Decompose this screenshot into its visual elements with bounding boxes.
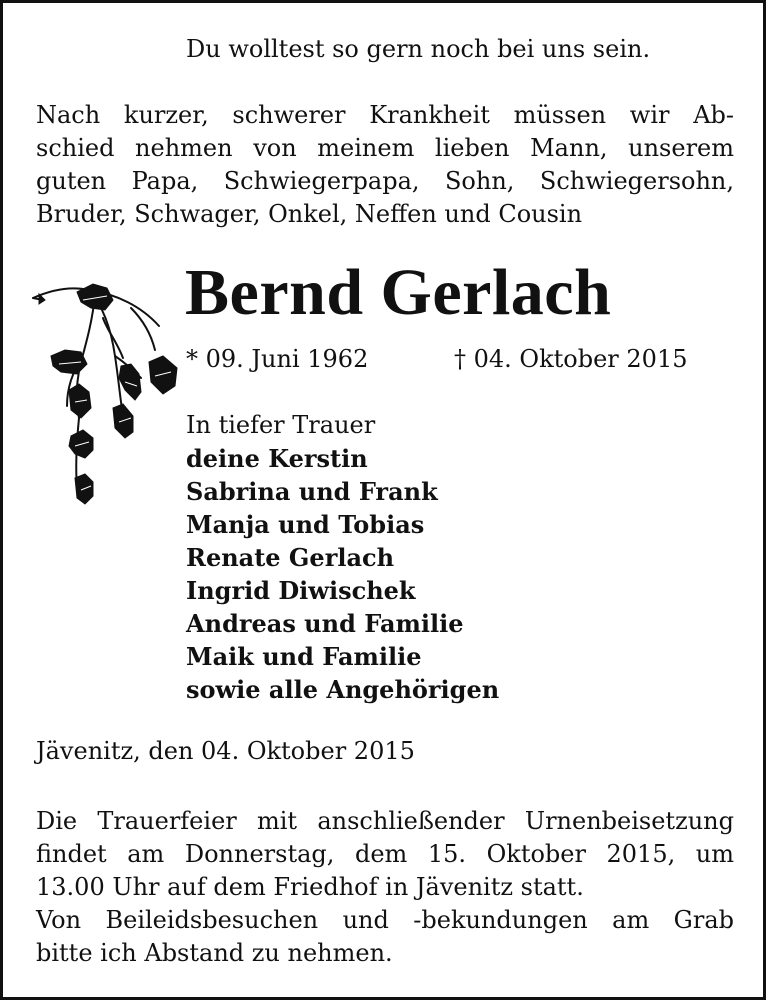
mourner-name: Ingrid Diwischek [186, 576, 416, 605]
service-line: findet am Donnerstag, dem 15. Oktober 2015, um [36, 840, 734, 868]
memorial-quote: Du wolltest so gern noch bei uns sein. [186, 35, 651, 63]
announcement-text [36, 99, 734, 231]
announcement-line: Bruder, Schwager, Onkel, Neffen und Cousin [36, 200, 583, 228]
service-line: Von Beileidsbesuchen und -bekundungen am Grab [36, 906, 734, 934]
mourner-name: sowie alle Angehörigen [186, 675, 500, 704]
birch-branch-icon [31, 278, 191, 523]
service-line: Die Trauerfeier mit anschließender Urnenbeisetzung [36, 807, 734, 835]
mourner-name: Andreas und Familie [186, 609, 464, 638]
birth-date: * 09. Juni 1962 [186, 345, 369, 373]
announcement-line: schied nehmen von meinem lieben Mann, unserem [36, 134, 734, 162]
place-and-date: Jävenitz, den 04. Oktober 2015 [36, 737, 415, 765]
death-date: † 04. Oktober 2015 [454, 345, 688, 373]
service-line: 13.00 Uhr auf dem Friedhof in Jävenitz statt. [36, 873, 584, 901]
mourner-name: Sabrina und Frank [186, 477, 438, 506]
announcement-line: Nach kurzer, schwerer Krankheit müssen wir Ab- [36, 101, 734, 129]
mourning-phrase: In tiefer Trauer [186, 411, 376, 439]
funeral-service-info [36, 805, 734, 970]
deceased-name: Bernd Gerlach [185, 256, 612, 329]
mourner-name: Renate Gerlach [186, 543, 395, 572]
mourner-name: Maik und Familie [186, 642, 422, 671]
mourner-name: Manja und Tobias [186, 510, 425, 539]
mourners-list [186, 409, 499, 706]
service-line: bitte ich Abstand zu nehmen. [36, 939, 393, 967]
announcement-line: guten Papa, Schwiegerpapa, Sohn, Schwiegersohn, [36, 167, 734, 195]
mourner-name: deine Kerstin [186, 444, 368, 473]
